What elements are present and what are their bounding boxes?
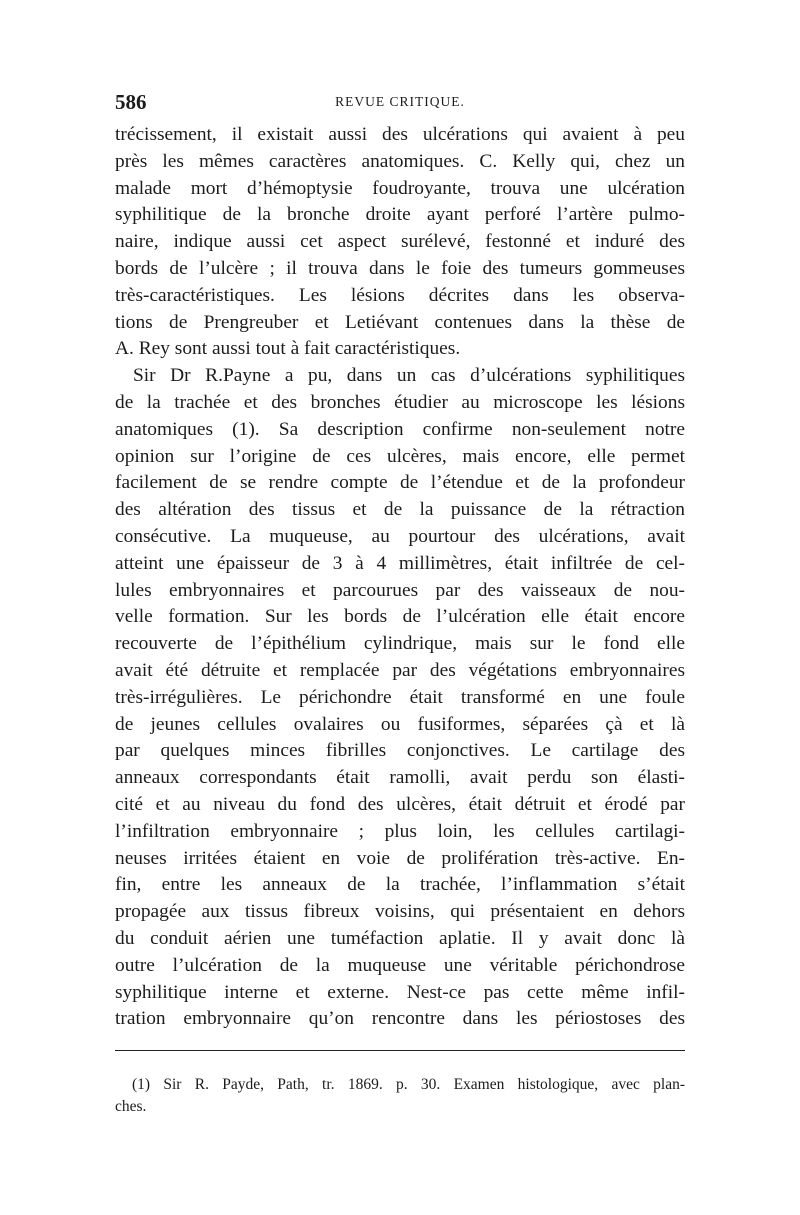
- footnote-divider: [115, 1050, 685, 1051]
- text-line: de la trachée et des bronches étudier au microscope les lésions: [115, 391, 685, 413]
- text-line: lules embryonnaires et parcourues par des vaisseaux de nou-: [115, 579, 685, 601]
- text-line: du conduit aérien une tuméfaction aplatie. Il y avait donc là: [115, 927, 685, 949]
- text-line: naire, indique aussi cet aspect surélevé, festonné et induré des: [115, 231, 685, 253]
- text-line: tration embryonnaire qu’on rencontre dans les périostoses des: [115, 1008, 685, 1030]
- page-number: 586: [115, 90, 147, 114]
- text-line: propagée aux tissus fibreux voisins, qui présentaient en dehors: [115, 901, 685, 923]
- text-line: velle formation. Sur les bords de l’ulcération elle était encore: [115, 606, 685, 628]
- text-line: malade mort d’hémoptysie foudroyante, trouva une ulcération: [115, 177, 685, 199]
- text-line: syphilitique de la bronche droite ayant perforé l’artère pulmo-: [115, 204, 685, 226]
- text-line: recouverte de l’épithélium cylindrique, mais sur le fond elle: [115, 633, 685, 655]
- text-line: anatomiques (1). Sa description confirme non-seulement notre: [115, 418, 685, 440]
- page-header: [115, 90, 685, 116]
- text-line: Sir Dr R.Payne a pu, dans un cas d’ulcérations syphilitiques: [133, 365, 685, 387]
- footnote-line: (1) Sir R. Payde, Path, tr. 1869. p. 30. Examen histologique, avec plan-: [132, 1076, 685, 1093]
- text-line: près les mêmes caractères anatomiques. C. Kelly qui, chez un: [115, 150, 685, 172]
- text-line: de jeunes cellules ovalaires ou fusiformes, séparées çà et là: [115, 713, 685, 735]
- text-line: trécissement, il existait aussi des ulcérations qui avaient à peu: [115, 124, 685, 145]
- text-line: très-caractéristiques. Les lésions décrites dans les observa-: [115, 284, 685, 306]
- body-text: [115, 122, 685, 1033]
- footnote: [115, 1074, 685, 1118]
- text-line: l’infiltration embryonnaire ; plus loin, les cellules cartilagi-: [115, 820, 685, 842]
- text-line: fin, entre les anneaux de la trachée, l’inflammation s’était: [115, 874, 685, 896]
- text-line: consécutive. La muqueuse, au pourtour des ulcérations, avait: [115, 525, 685, 547]
- text-line: tions de Prengreuber et Letiévant contenues dans la thèse de: [115, 311, 685, 333]
- text-line: opinion sur l’origine de ces ulcères, mais encore, elle permet: [115, 445, 685, 467]
- footnote-line: ches.: [115, 1098, 147, 1115]
- running-head: REVUE CRITIQUE.: [335, 94, 465, 109]
- text-line: des altération des tissus et de la puissance de la rétraction: [115, 499, 685, 521]
- text-line: cité et au niveau du fond des ulcères, était détruit et érodé par: [115, 793, 685, 815]
- text-line: neuses irritées étaient en voie de prolifération très-active. En-: [115, 847, 685, 869]
- text-line: avait été détruite et remplacée par des végétations embryonnaires: [115, 659, 685, 681]
- text-line: A. Rey sont aussi tout à fait caractéristiques.: [115, 338, 461, 360]
- text-line: par quelques minces fibrilles conjonctives. Le cartilage des: [115, 740, 685, 762]
- text-line: très-irrégulières. Le périchondre était transformé en une foule: [115, 686, 685, 708]
- text-line: atteint une épaisseur de 3 à 4 millimètres, était infiltrée de cel-: [115, 552, 685, 574]
- text-line: facilement de se rendre compte de l’étendue et de la profondeur: [115, 472, 685, 494]
- text-line: anneaux correspondants était ramolli, avait perdu son élasti-: [115, 767, 685, 789]
- text-line: bords de l’ulcère ; il trouva dans le foie des tumeurs gommeuses: [115, 257, 685, 279]
- text-line: syphilitique interne et externe. Nest-ce pas cette même infil-: [115, 981, 685, 1003]
- text-line: outre l’ulcération de la muqueuse une véritable périchondrose: [115, 954, 685, 976]
